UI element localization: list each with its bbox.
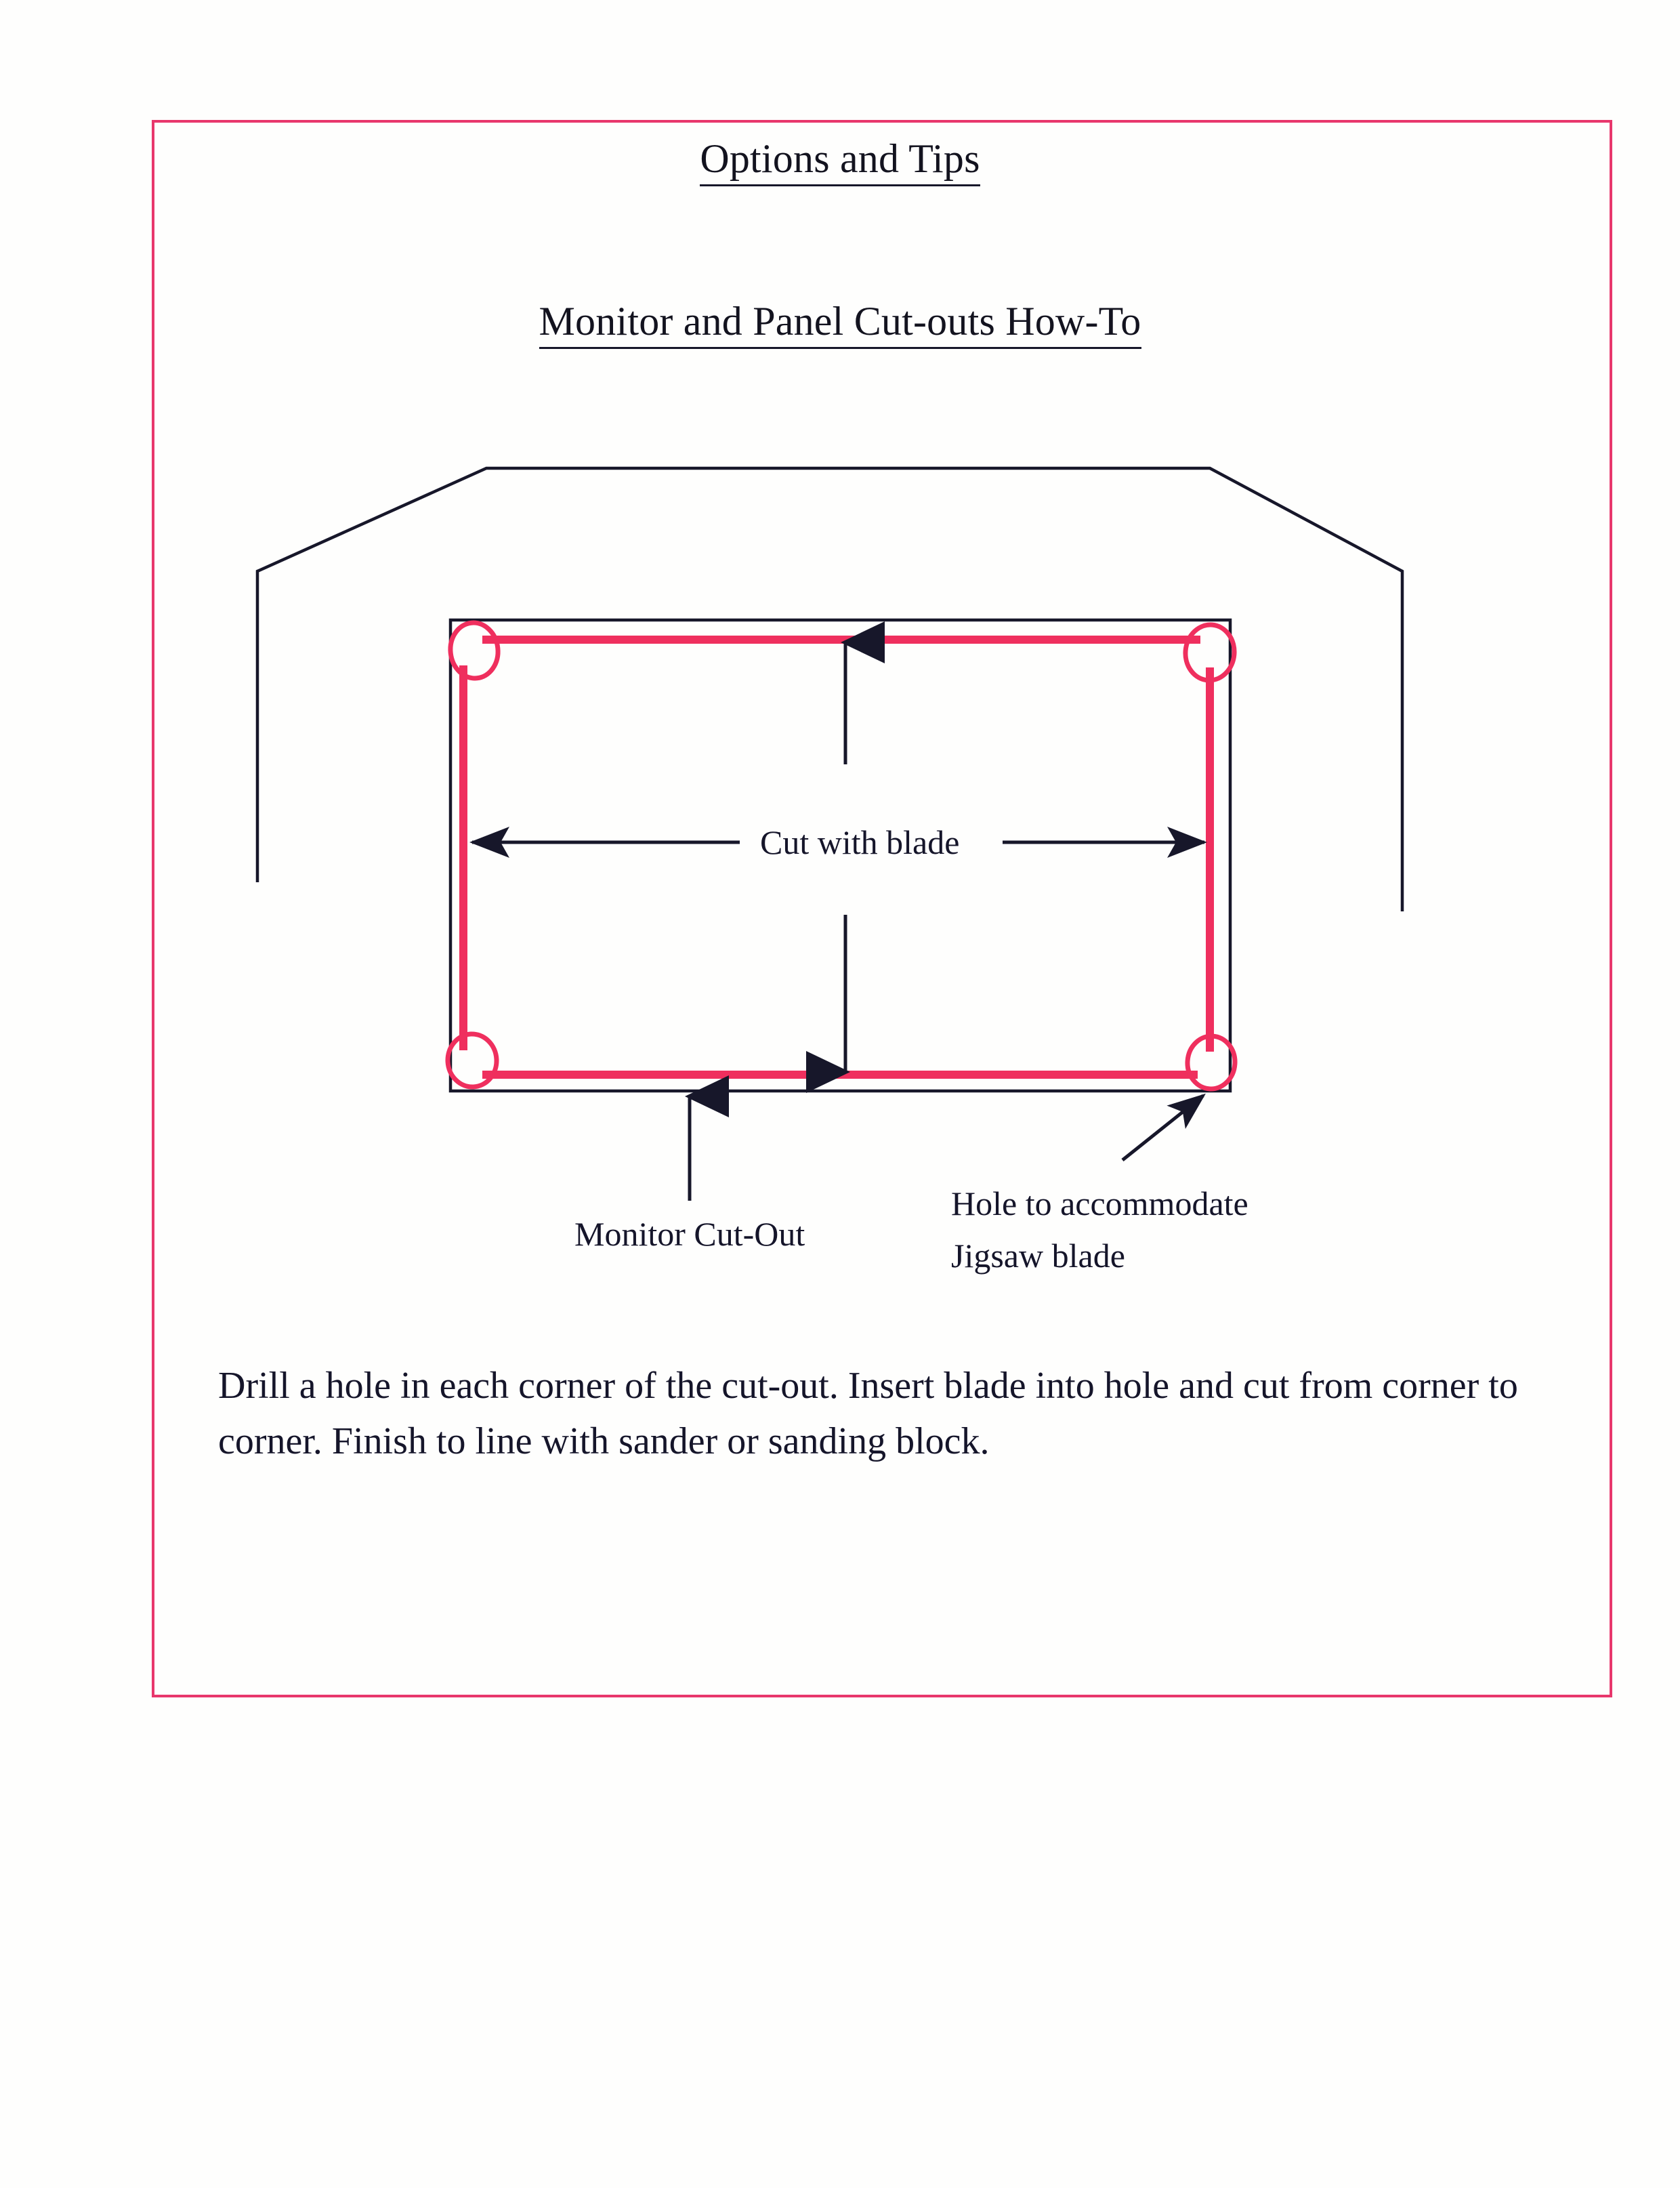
label-jigsaw-hole [951, 1182, 1248, 1277]
instructions-paragraph: Drill a hole in each corner of the cut-out. Insert blade into hole and cut from corner to corner. Finish to line with sander or sanding block. [218, 1365, 1518, 1462]
label-monitor-cutout: Monitor Cut-Out [574, 1215, 805, 1253]
page-subtitle-text: Monitor and Panel Cut-outs How-To [539, 298, 1141, 349]
page-subtitle [0, 298, 1680, 349]
page-title [0, 136, 1680, 186]
label-cut-with-blade: Cut with blade [760, 823, 960, 861]
label-jigsaw-hole-line2: Jigsaw blade [951, 1237, 1125, 1275]
page-title-text: Options and Tips [700, 136, 980, 186]
label-jigsaw-hole-line1: Hole to accommodate [951, 1184, 1248, 1222]
